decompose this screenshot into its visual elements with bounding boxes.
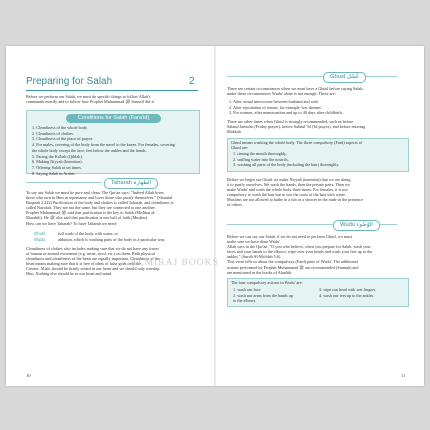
list-item: 4. For males, covering of the body from the navel to the knees. For females, covering [32, 142, 175, 148]
intro-line-1: Before we perform our Salah, we must do specific things to follow Allah's [26, 94, 151, 99]
text-line: of others. [227, 202, 243, 208]
text-line: Creator, Allah, should be firmly seated in our heart and we should only worship [26, 266, 160, 272]
list-item: 4. wash our feet up to the ankles. [319, 292, 375, 298]
text-line: Prophet Muhammad ﷺ said that purification is the key to Salah (Mishkat al- [26, 210, 156, 216]
list-item: 8. Saying Salah in Arabic. [32, 170, 76, 176]
book-spread [6, 46, 424, 386]
text-line: faces and your hands to the elbows; wipe over your heads and wash your feet up to the [227, 249, 373, 255]
list-item: 1. rinsing the mouth thoroughly, [233, 151, 287, 156]
text-line: To say our Salah we must be pure and clean. The Qur'an says: "Indeed Allah loves [26, 190, 164, 195]
text-line: Salatul Jumu'ah (Friday prayer), before Salatul 'Id ('Id prayer), and before entering [227, 124, 366, 130]
list-item: 3. Cleanliness of the place of prayer. [32, 136, 94, 142]
ghusl-procedure [227, 177, 412, 208]
ghusl-cases-list [229, 99, 414, 116]
text-line: Cleanliness of clothes also includes making sure that we do not have any traces [26, 246, 159, 251]
wudu-title: Wudu [340, 222, 356, 228]
text-line: are mentioned in the books of Ahadith. [227, 269, 293, 275]
tahara-heading [104, 178, 158, 189]
text-line: under these circumstances Wudu' alone is not enough. These are: [227, 91, 336, 97]
text-line: called Nazafah. They are not the same, but they are connected to one another. [26, 205, 156, 211]
text-line: Him. Nothing else should be in our heart and mind. [26, 271, 113, 277]
ghusl-title: Ghusl [330, 74, 346, 80]
text-line: Baqarah 2:222) Purification of the body and clothes is called Taharah, and cleanliness is [26, 200, 174, 206]
text-line: There are certain circumstances when we must have a Ghusl before saying Salah; [227, 86, 364, 91]
list-item: 1. After actual intercourse between husband and wife. [229, 99, 320, 104]
text-line: ankles." (Surah Al-Ma'idah 5:6) [227, 254, 281, 260]
ghusl-label: Ghusl [34, 231, 45, 236]
page-number-right: 11 [401, 373, 406, 378]
right-page [215, 46, 424, 386]
ghusl-rule [227, 76, 397, 77]
text-line: cleanliness and cleanliness of the heart are equally important. Cleanliness of the [26, 256, 160, 262]
text-line: of human or animal excrement (e.g. urine, stool, etc.) on them. Both physical [26, 251, 156, 257]
watermark: ALMIRAJ BOOKS [130, 258, 219, 268]
list-item: 2. Cleanliness of clothes. [32, 130, 74, 136]
text-line: Ghusl are: [231, 145, 249, 151]
list-item: 6. Making Niyyah (Intention). [32, 159, 83, 165]
list-item: 7. Offering Salah at set times. [32, 164, 82, 170]
text-line: Muslims are not allowed to bathe in a tub or a shower in the nude in the presence [227, 197, 363, 203]
list-item: 5. Facing the Ka'bah (Qiblah). [32, 153, 83, 159]
wudu-arabic: الوُضُوء [356, 222, 373, 228]
text-line: those who turn to Him in repentance and loves those who purify themselves." (Sharatul [26, 195, 173, 201]
list-item: to the elbows [233, 298, 256, 304]
text-line: heart means making sure that it is free of ideas of false gods only the [26, 261, 142, 267]
chapter-number: 2 [189, 76, 195, 87]
chapter-title: Preparing for Salah [26, 76, 113, 87]
wudu-label: Wudu [34, 237, 45, 242]
tahara-rule [26, 182, 102, 183]
text-line: Allah says in the Qur'an: "O you who believe, when you prepare for Salah, wash your [227, 244, 371, 250]
list-item: 2. sniffing water into the nostrils, [233, 156, 289, 162]
list-item: 1. Cleanliness of the whole body. [32, 125, 88, 130]
list-item: 2. After ejaculation of semen, for example 'wet dreams'. [229, 104, 323, 110]
ghusl-definition: full wash of the body with water, or [58, 231, 118, 236]
chapter-rule [26, 90, 198, 91]
ghusl-arabic: غُسْل [346, 74, 359, 80]
list-item: 1. wash our face [233, 287, 261, 292]
text-line: actions performed by Prophet Muhammad ﷺ are recommended (Sunnah) and [227, 264, 359, 270]
wudu-actions-right [319, 287, 407, 298]
text-line: There are other times when Ghusl is strongly recommended, such as before [227, 119, 354, 124]
list-item: 3. For women, after menstruation and up to 40 days after childbirth. [229, 110, 343, 116]
text-line: it to purify ourselves. We wash the hands, then the private parts. Then we [227, 182, 350, 188]
left-page [6, 46, 215, 386]
list-item: the whole body except the face, feet below the ankles and the hands. [32, 147, 147, 153]
list-item: 3. wipe our head with wet fingers. [319, 287, 377, 292]
text-line: make sure we have done Wudu'. [227, 239, 281, 245]
wudu-actions-left [233, 287, 318, 304]
page-number-left: 10 [26, 373, 31, 378]
text-line: Makkah. [227, 129, 242, 135]
conditions-title: Conditions for Salah (Fara'id) [66, 114, 161, 123]
wudu-heading [333, 220, 380, 231]
ghusl-intro [227, 86, 412, 96]
text-line: compulsory to wash the hair but to wet the roots of the hair with water. [227, 192, 346, 198]
text-line: Before we can say our Salah, if we do not need to perform Ghusl, we must [227, 234, 353, 239]
text-line: How can we have Taharah? To have Taharah we need: [26, 220, 117, 226]
tahara-arabic: الطهارة [133, 180, 152, 186]
text-line: Ghusl means washing the whole body. The three compulsory (Fard) aspects of [231, 140, 363, 145]
ghusl-recommended [227, 119, 412, 134]
tahara-title: Taharah [111, 180, 132, 186]
ghusl-parts-list [233, 151, 405, 168]
list-item: 3. washing all parts of the body (including the hair) thoroughly. [233, 162, 340, 168]
text-line: make Wudu' and wash the whole body three times. For females, it is not [227, 187, 348, 193]
text-line: Masabih). He ﷺ also said that purification is one half of faith (Muslim). [26, 215, 149, 221]
ghusl-parts-intro [231, 140, 407, 150]
tahara-paragraph [26, 190, 204, 226]
text-line: Before we begin our Ghusl we make Niyyah (intention) that we are doing [227, 177, 351, 182]
list-item: 2. wash our arms from the hands up [233, 292, 294, 298]
wudu-definition: ablution, which is washing parts of the body in a particular way. [58, 237, 166, 242]
intro-line-2: commands exactly and to follow how Prophet Muhammad ﷺ himself did it. [26, 99, 155, 104]
conditions-list [32, 125, 197, 176]
text-line: This verse tells us about the compulsory (Fard) parts of Wudu'. The additional [227, 259, 358, 265]
ghusl-heading [323, 72, 366, 83]
wudu-paragraph [227, 234, 412, 275]
wudu-box-title: The four compulsory actions in Wudu' are: [231, 280, 303, 285]
